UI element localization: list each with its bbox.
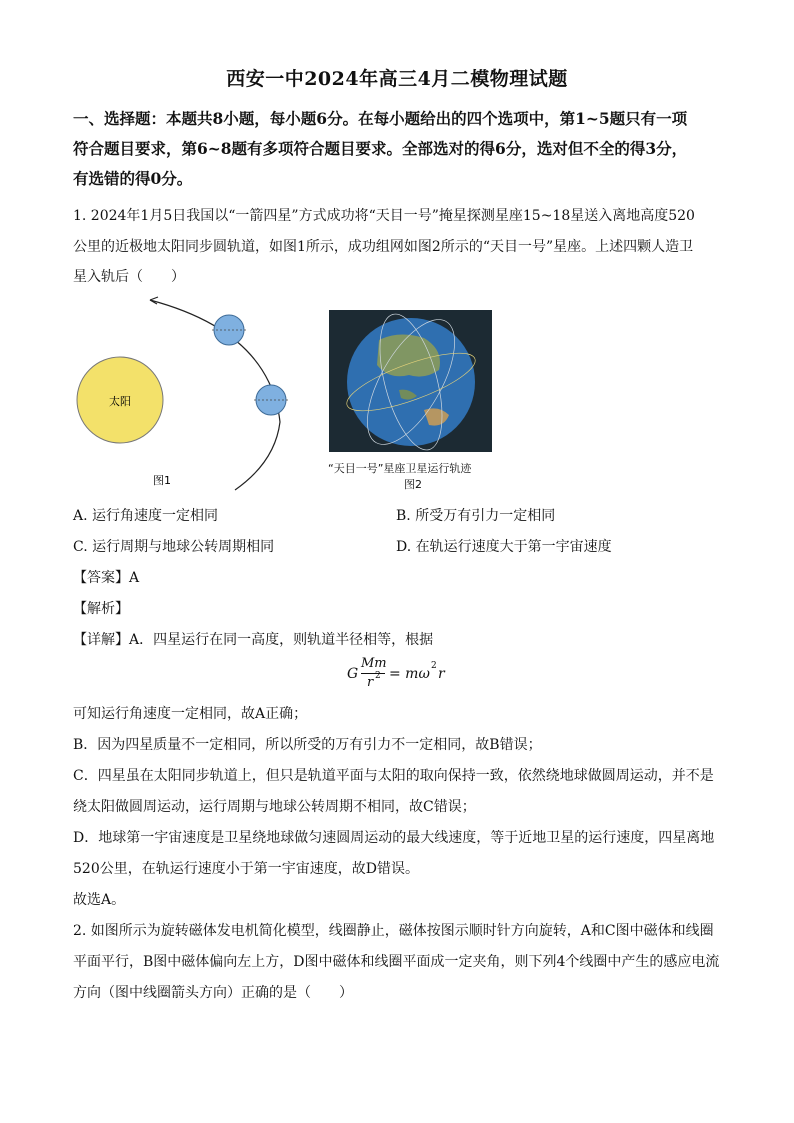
q1-stem-line-2: 公里的近极地太阳同步圆轨道，如图1所示，成功组网如图2所示的“天目一号”星座。上述四颗人造卫 (73, 239, 694, 255)
detail-line-a (73, 629, 433, 649)
formula-g: G (347, 666, 359, 682)
section-heading-line-3: 有选错的得0分。 (73, 169, 193, 188)
explanation-c-line-1: C．四星虽在太阳同步轨道上，但只是轨道平面与太阳的取向保持一致，依然绕地球做圆周运动，并不是 (73, 768, 714, 784)
final-choice: 故选A。 (73, 892, 126, 908)
explanation-c-line-2: 绕太阳做圆周运动，运行周期与地球公转周期不相同，故C错误； (73, 799, 476, 815)
fraction-bar (361, 673, 385, 674)
detail-tag: 【详解】 (73, 632, 129, 648)
q2-stem-line-3: 方向（图中线圈箭头方向）正确的是（ ） (73, 985, 353, 1001)
q1-stem-line-3: 星入轨后（ ） (73, 269, 185, 285)
conclusion-a: 可知运行角速度一定相同，故A正确； (73, 706, 308, 722)
answer-line (73, 567, 139, 587)
sun-label: 太阳 (109, 395, 131, 408)
option-a: A. 运行角速度一定相同 (73, 508, 219, 524)
figure-1-orbit-diagram (70, 292, 300, 492)
formula-rhs-r: r (438, 666, 445, 682)
explanation-d-line-1: D．地球第一宇宙速度是卫星绕地球做匀速圆周运动的最大线速度，等于近地卫星的运行速度，四星离地 (73, 830, 715, 846)
figure-2-constellation-image (329, 310, 492, 452)
option-c: C. 运行周期与地球公转周期相同 (73, 539, 275, 555)
page-title: 西安一中2024年高三4月二模物理试题 (226, 68, 568, 90)
q2-stem-line-1: 2. 如图所示为旋转磁体发电机简化模型，线圈静止，磁体按图示顺时针方向旋转，A和C图中磁体和线圈 (73, 923, 714, 939)
formula-denominator: r (367, 675, 374, 690)
q1-stem-line-1: 1. 2024年1月5日我国以“一箭四星”方式成功将“天目一号”掩星探测星座15~18星送入离地高度520 (73, 208, 695, 224)
formula-rhs-exponent: 2 (431, 661, 437, 671)
explanation-d-line-2: 520公里，在轨运行速度小于第一宇宙速度，故D错误。 (73, 861, 419, 877)
formula-denominator-exponent: 2 (375, 671, 381, 681)
detail-a-text: A．四星运行在同一高度，则轨道半径相等，根据 (129, 632, 434, 648)
formula-numerator: Mm (361, 656, 387, 671)
answer-tag: 【答案】 (73, 570, 129, 586)
gravitation-formula (345, 656, 465, 692)
figure-1-caption: 图1 (153, 474, 171, 487)
option-b: B. 所受万有引力一定相同 (396, 508, 556, 524)
figure-2-caption-main: “天目一号”星座卫星运行轨迹 (328, 462, 472, 475)
q2-stem-line-2: 平面平行，B图中磁体偏向左上方，D图中磁体和线圈平面成一定夹角，则下列4个线圈中产生的感应电流 (73, 954, 720, 970)
section-heading-line-2: 符合题目要求，第6~8题有多项符合题目要求。全部选对的得6分，选对但不全的得3分， (73, 139, 688, 158)
figure-2-caption: 图2 (404, 478, 422, 491)
option-d: D. 在轨运行速度大于第一宇宙速度 (396, 539, 612, 555)
section-heading-line-1: 一、选择题：本题共8小题，每小题6分。在每小题给出的四个选项中，第1~5题只有一项 (73, 109, 688, 128)
answer-value: A (129, 570, 140, 586)
formula-rhs: = mω (389, 666, 430, 682)
explanation-b: B．因为四星质量不一定相同，所以所受的万有引力不一定相同，故B错误； (73, 737, 542, 753)
analysis-tag: 【解析】 (73, 601, 129, 617)
